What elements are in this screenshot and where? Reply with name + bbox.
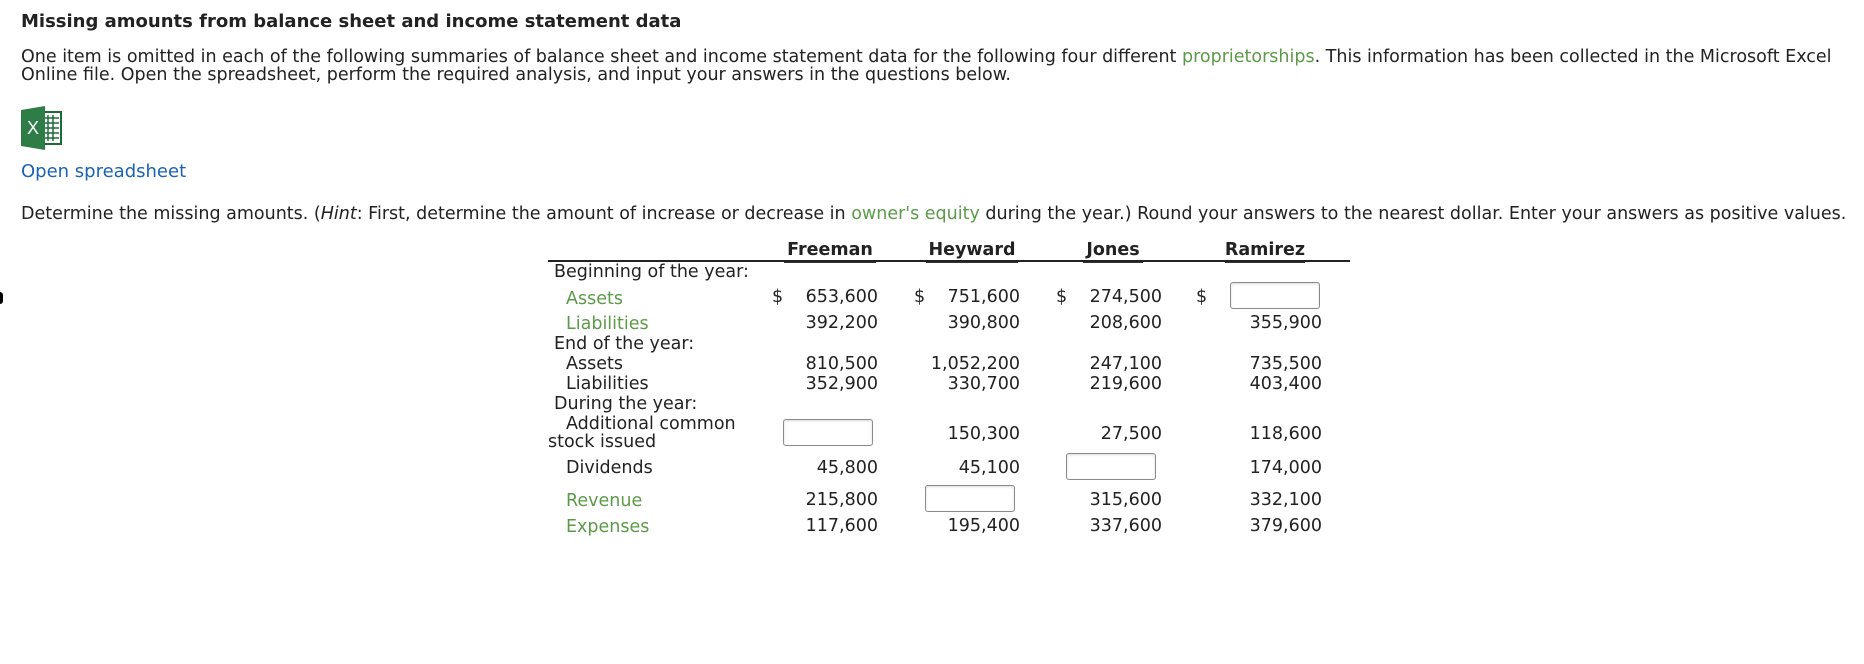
left-edge-marker xyxy=(0,292,3,304)
cell-dividends-ramirez: 174,000 xyxy=(1249,458,1322,478)
label-end-liabilities: Liabilities xyxy=(566,374,649,394)
label-dividends: Dividends xyxy=(566,458,653,478)
cell-begin-liab-jones: 208,600 xyxy=(1089,313,1162,333)
cell-expenses-jones: 337,600 xyxy=(1089,516,1162,536)
cell-end-liab-ramirez: 403,400 xyxy=(1249,374,1322,394)
input-dividends-jones[interactable] xyxy=(1066,453,1156,480)
col-ramirez-underline xyxy=(1225,262,1305,263)
col-freeman: Freeman xyxy=(787,240,873,260)
cell-end-assets-heyward: 1,052,200 xyxy=(930,354,1020,374)
instr-text-1: Determine the missing amounts. ( xyxy=(21,204,321,224)
cell-stock-jones: 27,500 xyxy=(1100,424,1162,444)
excel-icon[interactable] xyxy=(21,106,69,150)
cell-end-assets-jones: 247,100 xyxy=(1089,354,1162,374)
col-heyward: Heyward xyxy=(928,240,1016,260)
instr-text-2: : First, determine the amount of increase or decrease in xyxy=(356,204,852,224)
cell-revenue-jones: 315,600 xyxy=(1089,490,1162,510)
cell-expenses-freeman: 117,600 xyxy=(805,516,878,536)
hint-label: Hint xyxy=(320,204,357,224)
input-stock-issued-freeman[interactable] xyxy=(783,419,873,446)
intro-text-2: . This information has been collected in the Microsoft Excel Online file. Open the spreadsheet, perform the required analysis, and input your answers in the questions below. xyxy=(21,47,1832,85)
col-jones-underline xyxy=(1083,262,1143,263)
label-assets-link[interactable]: Assets xyxy=(566,289,623,309)
label-beginning: Beginning of the year: xyxy=(554,262,749,282)
label-during: During the year: xyxy=(554,394,698,414)
instr-text-3: during the year.) Round your answers to the nearest dollar. Enter your answers as positive values. xyxy=(979,204,1847,224)
cell-stock-heyward: 150,300 xyxy=(947,424,1020,444)
cell-end-assets-ramirez: 735,500 xyxy=(1249,354,1322,374)
intro-paragraph xyxy=(21,48,1851,84)
col-ramirez: Ramirez xyxy=(1224,240,1306,260)
cell-dividends-heyward: 45,100 xyxy=(958,458,1020,478)
question-title: Missing amounts from balance sheet and income statement data xyxy=(21,11,682,32)
col-heyward-underline xyxy=(926,262,1018,263)
dollar-sign-freeman: $ xyxy=(772,287,784,307)
owners-equity-link[interactable]: owner's equity xyxy=(851,204,980,224)
dollar-sign-ramirez: $ xyxy=(1196,287,1208,307)
cell-begin-liab-freeman: 392,200 xyxy=(805,313,878,333)
cell-revenue-freeman: 215,800 xyxy=(805,490,878,510)
label-end-assets: Assets xyxy=(566,354,623,374)
cell-expenses-ramirez: 379,600 xyxy=(1249,516,1322,536)
label-revenue-link[interactable]: Revenue xyxy=(566,491,643,511)
cell-end-liab-freeman: 352,900 xyxy=(805,374,878,394)
input-revenue-heyward[interactable] xyxy=(925,485,1015,512)
cell-begin-liab-heyward: 390,800 xyxy=(947,313,1020,333)
cell-begin-assets-freeman: 653,600 xyxy=(805,287,878,307)
cell-dividends-freeman: 45,800 xyxy=(816,458,878,478)
cell-begin-liab-ramirez: 355,900 xyxy=(1249,313,1322,333)
cell-end-assets-freeman: 810,500 xyxy=(805,354,878,374)
label-expenses-link[interactable]: Expenses xyxy=(566,517,650,537)
svg-text:X: X xyxy=(26,118,40,138)
cell-end-liab-jones: 219,600 xyxy=(1089,374,1162,394)
intro-text-1: One item is omitted in each of the following summaries of balance sheet and income statement data for the following four different xyxy=(21,47,1182,67)
col-jones: Jones xyxy=(1086,240,1140,260)
open-spreadsheet-link[interactable]: Open spreadsheet xyxy=(21,161,187,182)
cell-begin-assets-heyward: 751,600 xyxy=(947,287,1020,307)
cell-stock-ramirez: 118,600 xyxy=(1249,424,1322,444)
label-stock-1: Additional common xyxy=(566,414,736,434)
dollar-sign-jones: $ xyxy=(1056,287,1068,307)
proprietorships-link[interactable]: proprietorships xyxy=(1181,47,1315,67)
cell-begin-assets-jones: 274,500 xyxy=(1089,287,1162,307)
dollar-sign-heyward: $ xyxy=(914,287,926,307)
label-stock-2: stock issued xyxy=(548,432,657,452)
cell-end-liab-heyward: 330,700 xyxy=(947,374,1020,394)
question-page xyxy=(21,10,1851,224)
col-freeman-underline xyxy=(784,262,876,263)
cell-revenue-ramirez: 332,100 xyxy=(1249,490,1322,510)
input-begin-assets-ramirez[interactable] xyxy=(1230,282,1320,309)
label-liabilities-link[interactable]: Liabilities xyxy=(566,314,649,334)
instructions xyxy=(21,205,1851,223)
cell-expenses-heyward: 195,400 xyxy=(947,516,1020,536)
label-end: End of the year: xyxy=(554,334,695,354)
